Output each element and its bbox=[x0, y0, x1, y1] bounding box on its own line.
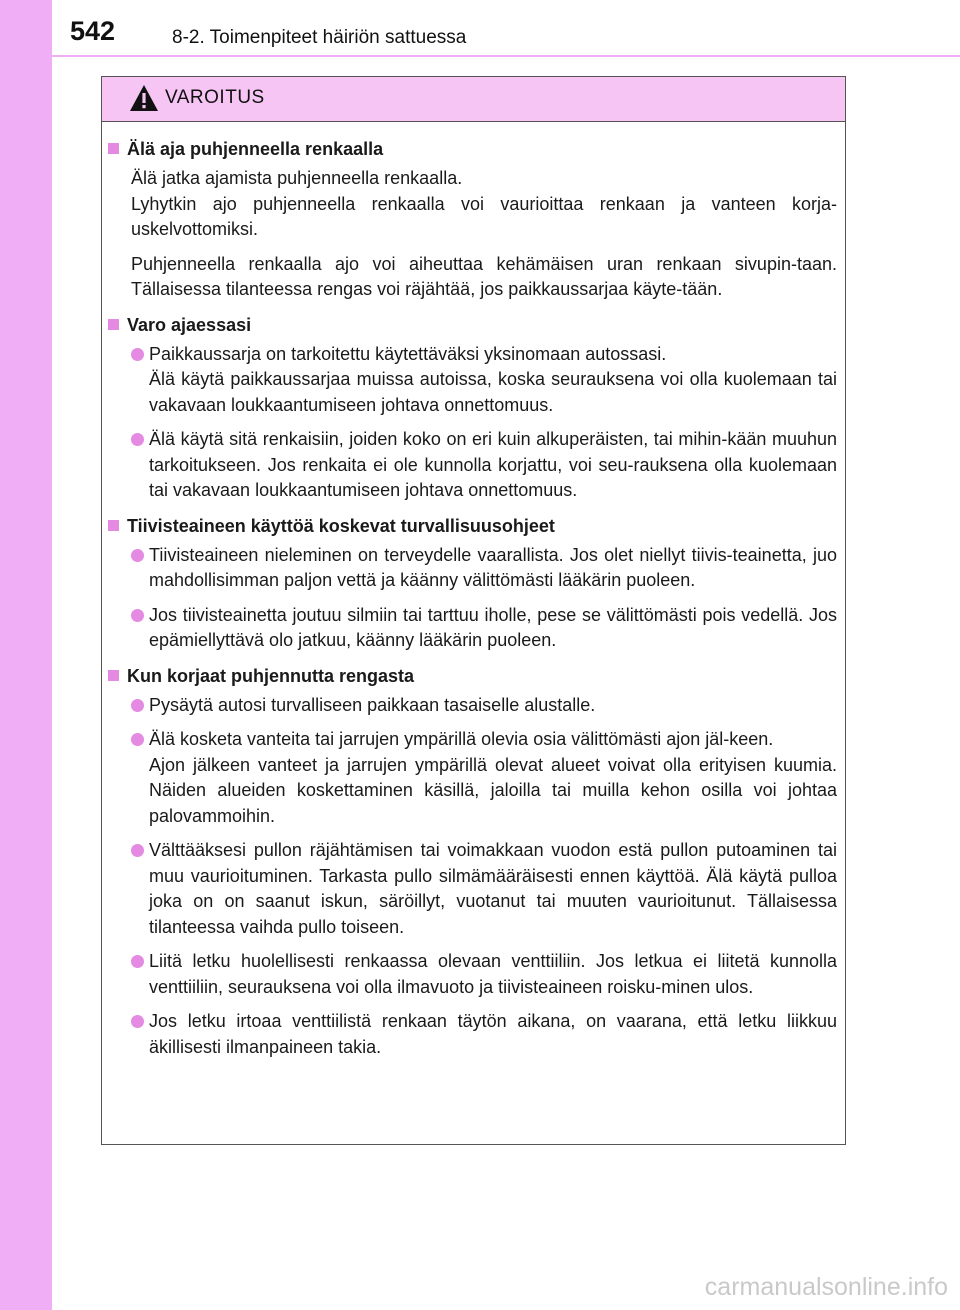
bullet-line: Jos tiivisteainetta joutuu silmiin tai tarttuu iholle, pese se välittömästi pois vedellä. Jos epämiellyttävä olo jatkuu, käänny lääkärin puoleen. bbox=[149, 604, 837, 650]
warning-label: VAROITUS bbox=[165, 87, 265, 108]
bullet-item bbox=[131, 727, 837, 829]
round-bullet-icon bbox=[131, 1015, 144, 1028]
section-heading bbox=[108, 663, 837, 689]
left-margin-strip bbox=[0, 0, 52, 1310]
bullet-line: Pysäytä autosi turvalliseen paikkaan tasaiselle alustalle. bbox=[149, 694, 596, 715]
bullet-line: Älä käytä paikkaussarjaa muissa autoissa, koska seurauksena voi olla kuolemaan tai vakavaan loukkaantumiseen johtava onnettomuus. bbox=[149, 369, 837, 415]
round-bullet-icon bbox=[131, 549, 144, 562]
paragraph-line: Puhjenneella renkaalla ajo voi aiheuttaa kehämäisen uran renkaan sivupin-taan. Tällaisessa tilanteessa rengas voi räjähtää, jos paikkaussarjaa käyte-tään. bbox=[131, 253, 837, 299]
round-bullet-icon bbox=[131, 609, 144, 622]
warning-header bbox=[102, 77, 845, 122]
square-bullet-icon bbox=[108, 670, 119, 681]
watermark: carmanualsonline.info bbox=[704, 1273, 948, 1301]
section-heading-text: Varo ajaessasi bbox=[127, 314, 252, 335]
square-bullet-icon bbox=[108, 143, 119, 154]
paragraph bbox=[131, 166, 837, 243]
round-bullet-icon bbox=[131, 844, 144, 857]
bullet-text bbox=[149, 1009, 837, 1060]
section-heading bbox=[108, 312, 837, 338]
round-bullet-icon bbox=[131, 699, 144, 712]
bullet-line: Välttääksesi pullon räjähtämisen tai voimakkaan vuodon estä pullon putoaminen tai muu vaurioituminen. Tarkasta pullo silmämääräisesti ennen käyttöä. Älä käytä pulloa joka on on saanut iskun, säröillyt, vuotanut tai muuten vaurioitunut. Tällaisessa tilanteessa vaihda pullo toiseen. bbox=[149, 840, 837, 937]
paragraph bbox=[131, 252, 837, 303]
section-heading-text: Tiivisteaineen käyttöä koskevat turvallisuusohjeet bbox=[127, 515, 555, 536]
section-heading bbox=[108, 136, 837, 162]
section-heading bbox=[108, 513, 837, 539]
warning-box bbox=[101, 76, 846, 1145]
bullet-text bbox=[149, 342, 837, 419]
bullet-line: Jos letku irtoaa venttiilistä renkaan täytön aikana, on vaarana, että letku liikkuu äkillisesti ilmanpaineen takia. bbox=[149, 1011, 837, 1057]
bullet-text bbox=[149, 727, 837, 829]
bullet-text bbox=[149, 427, 837, 504]
section-heading-text: Älä aja puhjenneella renkaalla bbox=[127, 139, 384, 159]
bullet-text bbox=[149, 693, 837, 719]
warning-content bbox=[102, 122, 845, 1060]
round-bullet-icon bbox=[131, 433, 144, 446]
bullet-line: Älä kosketa vanteita tai jarrujen ympärillä olevia osia välittömästi ajon jäl-keen. bbox=[149, 729, 774, 749]
round-bullet-icon bbox=[131, 733, 144, 746]
bullet-item bbox=[131, 693, 837, 719]
bullet-item bbox=[131, 603, 837, 654]
bullet-item bbox=[131, 342, 837, 419]
page-number: 542 bbox=[70, 16, 116, 46]
section-title: 8-2. Toimenpiteet häiriön sattuessa bbox=[172, 27, 467, 48]
bullet-text bbox=[149, 838, 837, 940]
warning-triangle-icon bbox=[129, 84, 159, 112]
bullet-line: Tiivisteaineen nieleminen on terveydelle vaarallista. Jos olet niellyt tiivis-teainetta, juo mahdollisimman paljon vettä ja käänny välittömästi lääkärin puoleen. bbox=[149, 544, 837, 590]
section-heading-text: Kun korjaat puhjennutta rengasta bbox=[127, 665, 415, 686]
bullet-line: Älä käytä sitä renkaisiin, joiden koko on eri kuin alkuperäisten, tai mihin-kään muuhun tarkoitukseen. Jos renkaita ei ole kunnolla korjattu, voi seu-rauksena olla kuolemaan tai vakavaan loukkaantumiseen johtava onnettomuus. bbox=[149, 429, 837, 500]
round-bullet-icon bbox=[131, 348, 144, 361]
header-divider bbox=[52, 55, 960, 57]
round-bullet-icon bbox=[131, 955, 144, 968]
bullet-text bbox=[149, 949, 837, 1000]
bullet-item bbox=[131, 838, 837, 940]
bullet-text bbox=[149, 543, 837, 594]
square-bullet-icon bbox=[108, 520, 119, 531]
bullet-item bbox=[131, 427, 837, 504]
bullet-text bbox=[149, 603, 837, 654]
paragraph-line: Lyhytkin ajo puhjenneella renkaalla voi vaurioittaa renkaan ja vanteen korja-uskelvottomiksi. bbox=[131, 193, 837, 239]
bullet-item bbox=[131, 949, 837, 1000]
bullet-line: Paikkaussarja on tarkoitettu käytettäväksi yksinomaan autossasi. bbox=[149, 343, 667, 364]
bullet-line: Liitä letku huolellisesti renkaassa olevaan venttiiliin. Jos letkua ei liitetä kunnolla venttiiliin, seurauksena voi olla ilmavuoto ja tiivisteaineen roisku-minen ulos. bbox=[149, 951, 837, 997]
square-bullet-icon bbox=[108, 319, 119, 330]
bullet-item bbox=[131, 543, 837, 594]
bullet-item bbox=[131, 1009, 837, 1060]
bullet-line: Ajon jälkeen vanteet ja jarrujen ympärillä olevat alueet voivat olla erityisen kuumia. Näiden alueiden koskettaminen käsillä, jaloilla tai muilla kehon osilla voi johtaa palovammoihin. bbox=[149, 754, 837, 826]
paragraph-line: Älä jatka ajamista puhjenneella renkaalla. bbox=[131, 168, 463, 188]
